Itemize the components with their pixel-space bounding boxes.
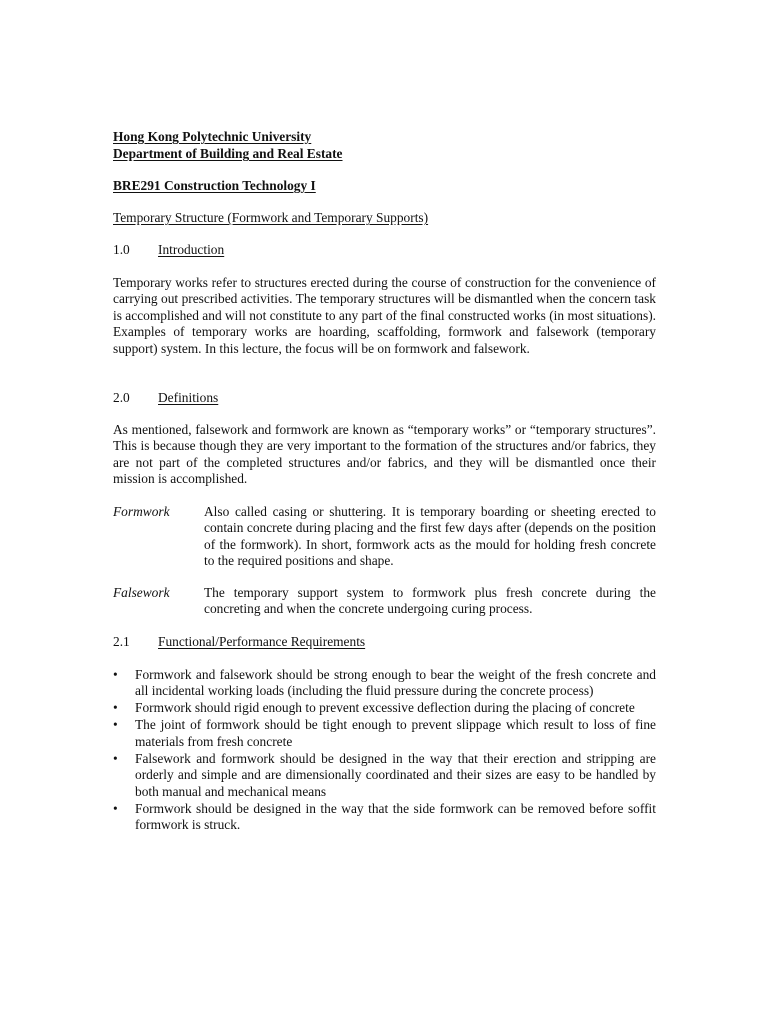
- section-number: 2.0: [113, 390, 130, 405]
- section-title: Definitions: [158, 390, 219, 405]
- topic-title: Temporary Structure (Formwork and Temporary Supports): [113, 210, 429, 225]
- requirements-list: [113, 667, 656, 834]
- course-title: BRE291 Construction Technology I: [113, 178, 316, 193]
- department-name: Department of Building and Real Estate: [113, 146, 343, 161]
- bullet-icon: •: [113, 667, 118, 682]
- bullet-icon: •: [113, 717, 118, 733]
- section-number: 2.1: [113, 634, 130, 649]
- list-item: [113, 801, 656, 834]
- section-heading-definitions: [113, 390, 656, 406]
- list-item-text: Formwork should be designed in the way that the side formwork can be removed before soffit formwork is struck.: [135, 800, 656, 833]
- section-heading-requirements: [113, 634, 656, 650]
- definition-term: Falsework: [113, 585, 170, 600]
- bullet-icon: •: [113, 800, 118, 816]
- list-item: [113, 667, 656, 700]
- list-item-text: Formwork and falsework should be strong enough to bear the weight of the fresh concrete and all incidental working loads (including the fluid pressure during the concrete process): [135, 667, 656, 699]
- section-title: Introduction: [158, 242, 225, 257]
- bullet-icon: •: [113, 750, 118, 766]
- university-name: Hong Kong Polytechnic University: [113, 129, 312, 144]
- definitions-paragraph: As mentioned, falsework and formwork are known as “temporary works” or “temporary structures”. This is because though they are very important to the formation of the structures and/or fabrics, they are not part of the completed structures and/or fabrics, and they will be dismantled once their mission is accomplished.: [113, 422, 656, 487]
- list-item: [113, 751, 656, 800]
- list-item: [113, 717, 656, 750]
- definition-term: Formwork: [113, 504, 170, 519]
- section-heading-introduction: [113, 242, 656, 258]
- introduction-paragraph: Temporary works refer to structures erected during the course of construction for the convenience of carrying out prescribed activities. The temporary structures will be dismantled when the concern task is accomplished and will not constitute to any part of the final constructed works (in most situations). Examples of temporary works are hoarding, scaffolding, formwork and falsework (temporary support) system. In this lecture, the focus will be on formwork and falsework.: [113, 275, 656, 356]
- section-title: Functional/Performance Requirements: [158, 634, 366, 649]
- definition-text: Also called casing or shuttering. It is temporary boarding or sheeting erected to contain concrete during placing and the first few days after (depends on the position of the formwork). In short, formwork acts as the mould for holding fresh concrete to the required positions and shape.: [204, 504, 656, 569]
- list-item-text: The joint of formwork should be tight enough to prevent slippage which result to loss of fine materials from fresh concrete: [135, 717, 656, 749]
- bullet-icon: •: [113, 700, 118, 716]
- list-item: [113, 700, 656, 716]
- list-item-text: Falsework and formwork should be designed in the way that their erection and stripping are orderly and simple and are dimensionally coordinated and their sizes are easy to be handled by both manual and mechanical means: [135, 750, 656, 799]
- list-item-text: Formwork should rigid enough to prevent excessive deflection during the placing of concrete: [135, 700, 635, 716]
- section-number: 1.0: [113, 242, 130, 257]
- definition-text: The temporary support system to formwork plus fresh concrete during the concreting and when the concrete undergoing curing process.: [204, 585, 656, 617]
